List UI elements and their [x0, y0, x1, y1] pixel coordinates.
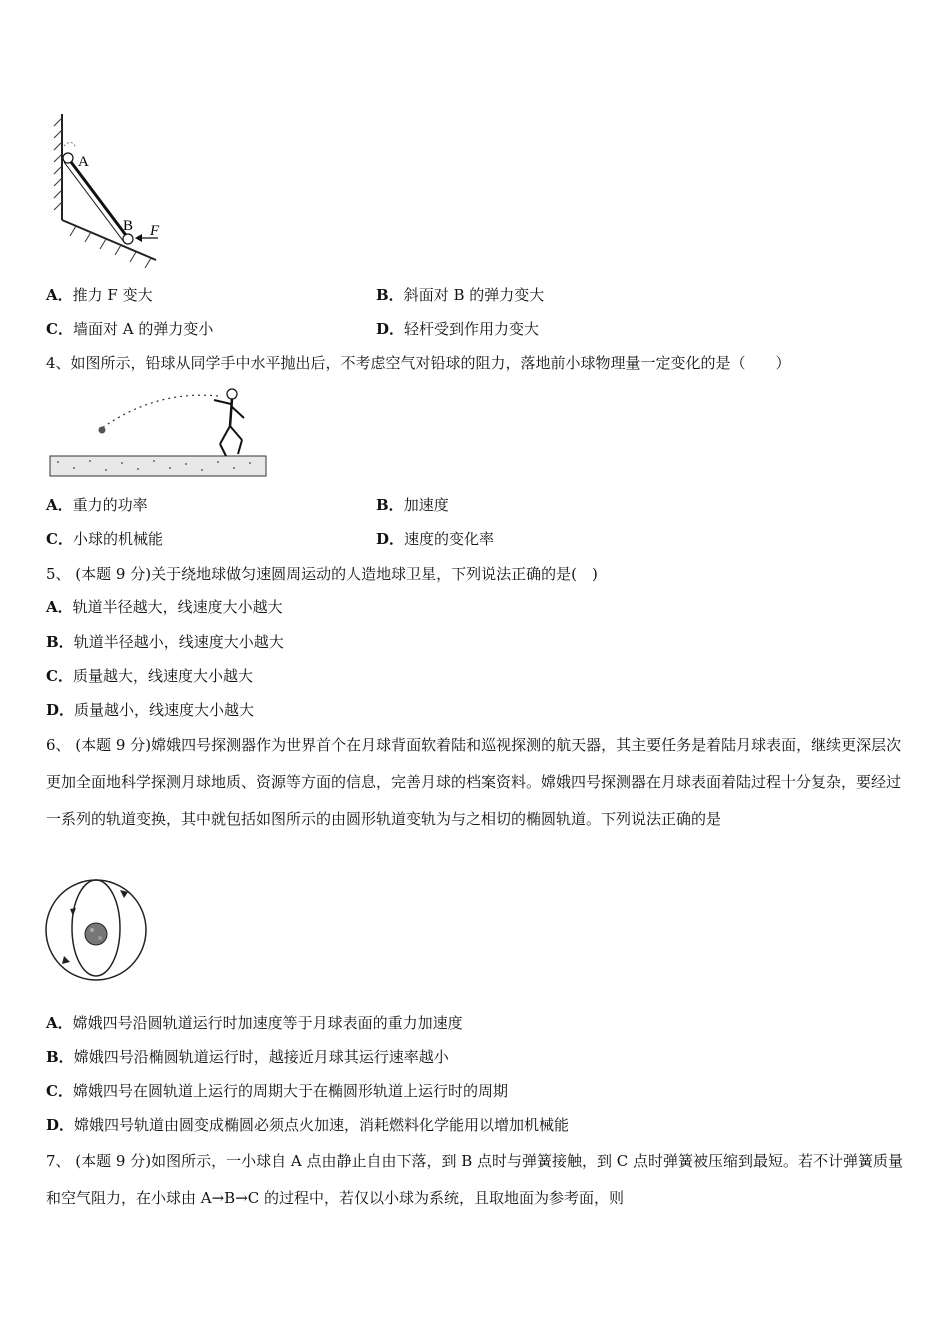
option-letter: A．	[46, 496, 73, 514]
q4-option-c[interactable]	[46, 529, 163, 549]
q5-option-a[interactable]	[46, 597, 283, 617]
q4-option-d[interactable]	[376, 529, 494, 549]
q3-option-a[interactable]	[46, 285, 153, 305]
option-letter: A．	[46, 598, 73, 616]
label-a: A	[78, 154, 89, 170]
option-text: 嫦娥四号轨道由圆变成椭圆必须点火加速，消耗燃料化学能用以增加机械能	[74, 1116, 570, 1134]
option-letter: D．	[46, 701, 75, 719]
option-text: 轨道半径越大，线速度大小越大	[72, 598, 283, 616]
q5-option-b[interactable]	[46, 632, 284, 652]
option-letter: B．	[46, 633, 74, 651]
option-letter: C．	[46, 667, 73, 685]
q3-option-d[interactable]	[376, 319, 539, 339]
option-text: 嫦娥四号在圆轨道上运行的周期大于在椭圆形轨道上运行时的周期	[72, 1082, 508, 1100]
option-letter: C．	[46, 320, 73, 338]
option-text: 轻杆受到作用力变大	[404, 320, 540, 338]
label-f: F	[150, 223, 160, 239]
option-letter: B．	[46, 1048, 74, 1066]
option-text: 轨道半径越小，线速度大小越大	[73, 633, 284, 651]
shot-put-figure	[46, 382, 270, 482]
q6-option-b[interactable]	[46, 1047, 449, 1067]
q5-option-c[interactable]	[46, 666, 253, 686]
q6-stem: 6、 (本题 9 分)嫦娥四号探测器作为世界首个在月球背面软着陆和巡视探测的航天器，其主要任务是着陆月球表面，继续更深层次更加全面地科学探测月球地质、资源等方面的信息，完善月球的档案资料。嫦娥四号探测器在月球表面着陆过程十分复杂，要经过一系列的轨道变换，其中就包括如图所示的由圆形轨道变轨为与之相切的椭圆轨道。下列说法正确的是	[46, 736, 902, 828]
q6-option-a[interactable]	[46, 1013, 463, 1033]
option-letter: B．	[376, 496, 404, 514]
q3-option-b[interactable]	[376, 285, 544, 305]
option-letter: A．	[46, 286, 73, 304]
q4-option-a[interactable]	[46, 495, 148, 515]
option-text: 质量越大，线速度大小越大	[72, 667, 253, 685]
option-letter: D．	[376, 530, 405, 548]
option-letter: B．	[376, 286, 404, 304]
label-b: B	[123, 218, 134, 234]
q5-option-d[interactable]	[46, 700, 254, 720]
q3-rod-figure	[46, 108, 176, 268]
option-text: 重力的功率	[72, 496, 148, 514]
option-letter: D．	[376, 320, 405, 338]
option-text: 墙面对 A 的弹力变小	[72, 320, 214, 338]
option-text: 加速度	[403, 496, 449, 514]
option-letter: C．	[46, 1082, 73, 1100]
q3-option-c[interactable]	[46, 319, 213, 339]
option-text: 质量越小，线速度大小越大	[74, 701, 255, 719]
q6-option-d[interactable]	[46, 1115, 569, 1135]
option-letter: A．	[46, 1014, 73, 1032]
option-letter: C．	[46, 530, 73, 548]
option-text: 嫦娥四号沿椭圆轨道运行时，越接近月球其运行速率越小	[73, 1048, 449, 1066]
orbit-figure	[42, 878, 150, 982]
option-text: 推力 F 变大	[72, 286, 153, 304]
q5-stem: 5、 (本题 9 分)关于绕地球做匀速圆周运动的人造地球卫星，下列说法正确的是( )	[46, 565, 598, 583]
option-letter: D．	[46, 1116, 75, 1134]
option-text: 小球的机械能	[72, 530, 163, 548]
q7-stem: 7、 (本题 9 分)如图所示，一小球自 A 点由静止自由下落，到 B 点时与弹簧接触，到 C 点时弹簧被压缩到最短。若不计弹簧质量和空气阻力，在小球由 A→B→C 的过程中，若仅以小球为系统，且取地面为参考面，则	[46, 1152, 904, 1207]
option-text: 嫦娥四号沿圆轨道运行时加速度等于月球表面的重力加速度	[72, 1014, 463, 1032]
q4-option-b[interactable]	[376, 495, 449, 515]
q6-option-c[interactable]	[46, 1081, 508, 1101]
option-text: 斜面对 B 的弹力变大	[403, 286, 545, 304]
q4-stem: 4、如图所示，铅球从同学手中水平抛出后，不考虑空气对铅球的阻力，落地前小球物理量一定变化的是（ ）	[46, 354, 791, 372]
option-text: 速度的变化率	[404, 530, 495, 548]
